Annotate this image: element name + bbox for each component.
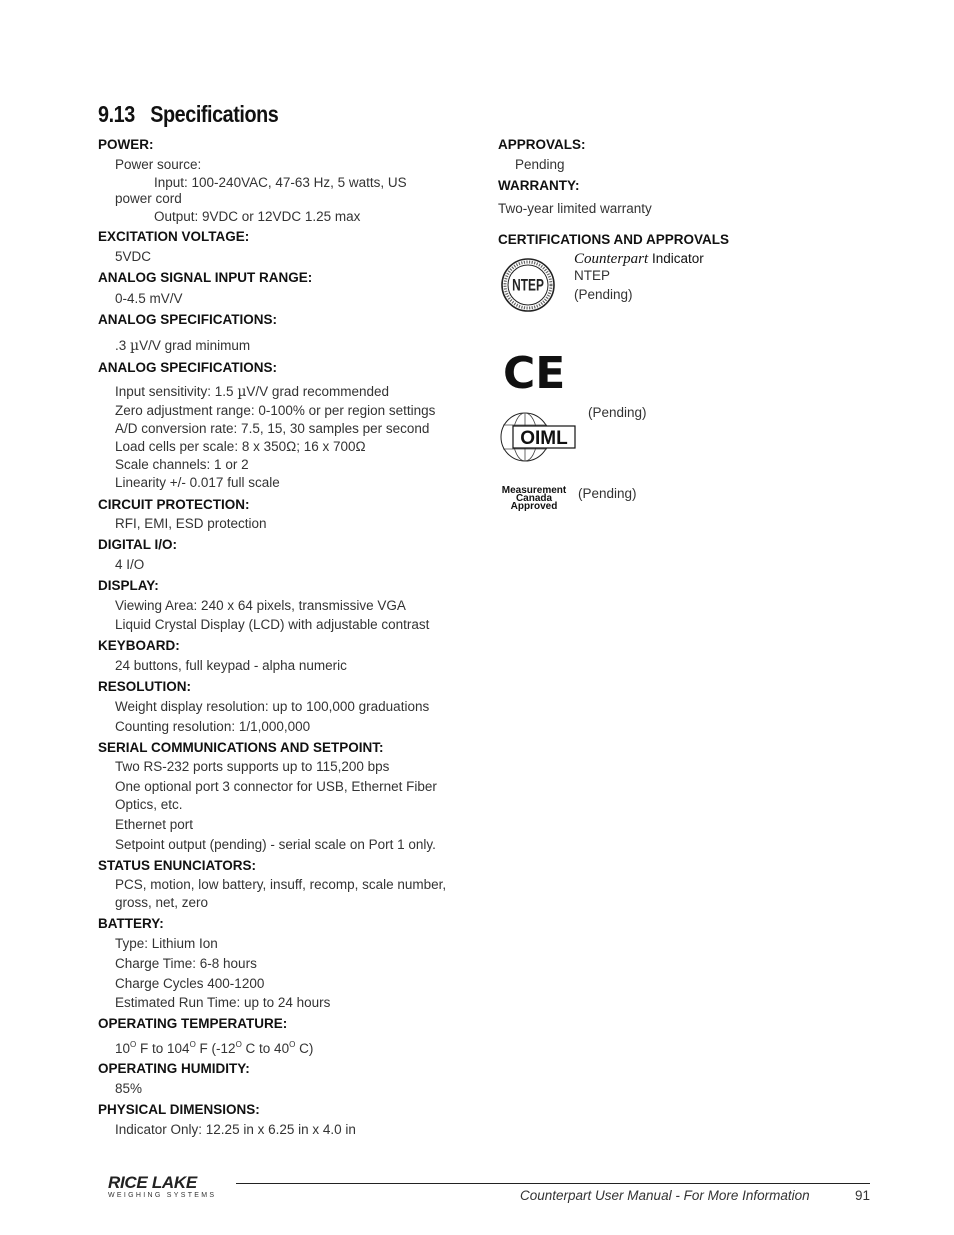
weight-resolution: Weight display resolution: up to 100,000 graduations	[115, 699, 430, 714]
temp-part: C to 40	[241, 1041, 290, 1056]
oiml-status: (Pending)	[588, 405, 647, 420]
cert-product-name	[574, 251, 704, 268]
resolution-heading: RESOLUTION:	[98, 679, 191, 694]
degree-symbol: O	[235, 1040, 242, 1049]
footer-page-number: 91	[855, 1188, 871, 1203]
excitation-value: 5VDC	[115, 249, 152, 264]
serial-optional-port-cont: Optics, etc.	[115, 797, 183, 812]
ntep-logo	[500, 257, 556, 313]
approvals-heading: APPROVALS:	[498, 137, 586, 152]
dimensions-value: Indicator Only: 12.25 in x 6.25 in x 4.0 in	[115, 1122, 356, 1137]
status-list-cont: gross, net, zero	[115, 895, 209, 910]
battery-charge-cycles: Charge Cycles 400-1200	[115, 976, 265, 991]
power-output: Output: 9VDC or 12VDC 1.25 max	[154, 209, 361, 224]
measurement-canada-logo	[499, 487, 569, 511]
circuit-heading: CIRCUIT PROTECTION:	[98, 497, 250, 512]
circuit-value: RFI, EMI, ESD protection	[115, 516, 267, 531]
digital-io-value: 4 I/O	[115, 557, 145, 572]
display-viewing-area: Viewing Area: 240 x 64 pixels, transmissive VGA	[115, 598, 406, 613]
grad-minimum-value: .3	[115, 338, 131, 353]
ntep-label: NTEP	[574, 268, 611, 283]
oiml-logo	[499, 411, 577, 463]
product-type: Indicator	[648, 251, 704, 266]
serial-ethernet: Ethernet port	[115, 817, 194, 832]
degree-symbol: O	[289, 1040, 296, 1049]
grad-minimum-unit: V/V grad minimum	[139, 338, 251, 353]
op-temp-heading: OPERATING TEMPERATURE:	[98, 1016, 288, 1031]
rice-lake-logo-name: RICE LAKE	[108, 1173, 197, 1192]
serial-setpoint: Setpoint output (pending) - serial scale on Port 1 only.	[115, 837, 436, 852]
mc-logo-line: Measurement	[501, 485, 567, 496]
analog-spec-heading: ANALOG SPECIFICATIONS:	[98, 360, 278, 375]
mc-status: (Pending)	[578, 486, 637, 501]
power-input-cont: power cord	[115, 191, 182, 206]
load-cells: Load cells per scale: 8 x 350Ω; 16 x 700Ω	[115, 439, 366, 454]
ad-conversion-rate: A/D conversion rate: 7.5, 15, 30 samples per second	[115, 421, 430, 436]
zero-adjustment: Zero adjustment range: 0-100% or per region settings	[115, 403, 436, 418]
power-input: Input: 100-240VAC, 47-63 Hz, 5 watts, US	[154, 175, 407, 190]
footer-manual-title: Counterpart User Manual - For More Information	[520, 1188, 810, 1203]
degree-symbol: O	[130, 1040, 137, 1049]
grad-minimum	[115, 338, 250, 354]
analog-spec-heading: ANALOG SPECIFICATIONS:	[98, 312, 278, 327]
oiml-logo-text: OIML	[520, 428, 568, 449]
serial-heading: SERIAL COMMUNICATIONS AND SETPOINT:	[98, 740, 384, 755]
analog-range-heading: ANALOG SIGNAL INPUT RANGE:	[98, 270, 313, 285]
keyboard-heading: KEYBOARD:	[98, 638, 180, 653]
mc-logo-line: Approved	[510, 501, 558, 512]
battery-charge-time: Charge Time: 6-8 hours	[115, 956, 257, 971]
display-heading: DISPLAY:	[98, 578, 159, 593]
micro-symbol: µ	[130, 338, 140, 354]
serial-rs232: Two RS-232 ports supports up to 115,200 bps	[115, 759, 390, 774]
warranty-heading: WARRANTY:	[498, 178, 580, 193]
temp-part: F to 104	[136, 1041, 190, 1056]
micro-symbol: µ	[237, 384, 247, 400]
ntep-logo-text: NTEP	[512, 276, 544, 296]
degree-symbol: O	[189, 1040, 196, 1049]
battery-heading: BATTERY:	[98, 916, 164, 931]
temp-part: F (-12	[195, 1041, 236, 1056]
temp-part: C)	[295, 1041, 314, 1056]
status-list: PCS, motion, low battery, insuff, recomp, scale number,	[115, 877, 447, 892]
rice-lake-logo	[108, 1174, 216, 1199]
status-heading: STATUS ENUNCIATORS:	[98, 858, 256, 873]
input-sensitivity	[115, 384, 389, 400]
battery-run-time: Estimated Run Time: up to 24 hours	[115, 995, 331, 1010]
temp-part: 10	[115, 1041, 131, 1056]
certifications-heading: CERTIFICATIONS AND APPROVALS	[498, 232, 730, 247]
section-title: Specifications	[150, 101, 279, 127]
humidity-value: 85%	[115, 1081, 143, 1096]
warranty-value: Two-year limited warranty	[498, 201, 652, 216]
excitation-heading: EXCITATION VOLTAGE:	[98, 229, 250, 244]
product-name: Counterpart	[574, 251, 649, 267]
op-temp-value	[115, 1040, 313, 1056]
humidity-heading: OPERATING HUMIDITY:	[98, 1061, 250, 1076]
input-sensitivity-label: Input sensitivity: 1.5	[115, 384, 238, 399]
serial-optional-port: One optional port 3 connector for USB, Ethernet Fiber	[115, 779, 437, 794]
rice-lake-logo-sub: WEIGHING SYSTEMS	[108, 1192, 217, 1199]
footer-divider	[236, 1183, 870, 1184]
approvals-value: Pending	[515, 157, 565, 172]
section-number: 9.13	[98, 101, 135, 127]
battery-type: Type: Lithium Ion	[115, 936, 218, 951]
display-lcd: Liquid Crystal Display (LCD) with adjustable contrast	[115, 617, 430, 632]
analog-range-value: 0-4.5 mV/V	[115, 291, 183, 306]
ce-logo-text: CE	[503, 348, 566, 399]
page-title	[98, 101, 278, 128]
mc-logo-line: Canada	[515, 493, 553, 504]
power-heading: POWER:	[98, 137, 154, 152]
linearity: Linearity +/- 0.017 full scale	[115, 475, 280, 490]
ntep-status: (Pending)	[574, 287, 633, 302]
digital-io-heading: DIGITAL I/O:	[98, 537, 177, 552]
counting-resolution: Counting resolution: 1/1,000,000	[115, 719, 311, 734]
scale-channels: Scale channels: 1 or 2	[115, 457, 249, 472]
ce-logo	[503, 348, 566, 399]
dimensions-heading: PHYSICAL DIMENSIONS:	[98, 1102, 260, 1117]
keyboard-value: 24 buttons, full keypad - alpha numeric	[115, 658, 347, 673]
input-sensitivity-unit: V/V grad recommended	[246, 384, 389, 399]
power-source: Power source:	[115, 157, 202, 172]
